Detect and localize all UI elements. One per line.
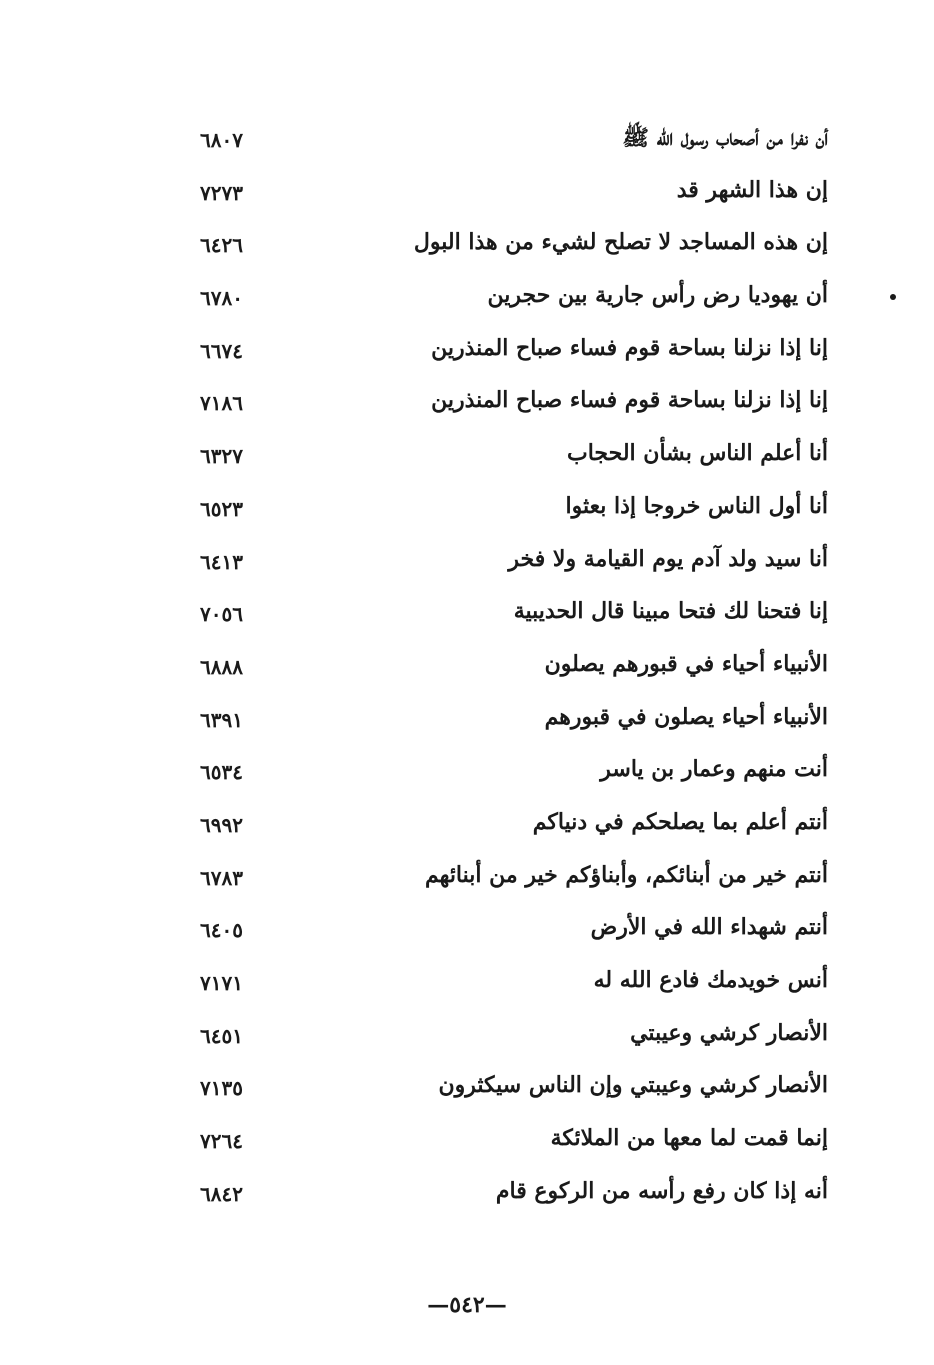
entry-text: أنتم شهداء الله في الأرض [590, 914, 828, 941]
index-entry [0, 698, 934, 751]
index-entry [0, 592, 934, 645]
entry-text: إن هذه المساجد لا تصلح لشيء من هذا البول [413, 229, 828, 256]
entry-text: إنما قمت لما معها من الملائكة [550, 1125, 828, 1152]
hadith-index-list [0, 118, 934, 1224]
entry-text: أن يهوديا رض رأس جارية بين حجرين [487, 282, 828, 309]
index-entry [0, 750, 934, 803]
entry-number: ٧٢٦٤ [200, 1129, 243, 1154]
index-entry [0, 540, 934, 593]
index-entry [0, 223, 934, 276]
entry-text: إنا فتحنا لك فتحا مبينا قال الحديبية [513, 598, 828, 625]
entry-number: ٧٢٧٣ [200, 180, 243, 205]
entry-number: ٦٧٨٠ [200, 286, 243, 311]
entry-number: ٦٤٥١ [200, 1023, 243, 1048]
page-number: —٥٤٢— [427, 1292, 507, 1318]
entry-number: ٦٨٨٨ [200, 654, 243, 679]
entry-number: ٦٨٤٢ [200, 1181, 243, 1206]
entry-text: أنتم خير من أبنائكم، وأبناؤكم خير من أبنائهم [425, 861, 828, 888]
index-entry [0, 487, 934, 540]
index-entry [0, 908, 934, 961]
entry-text: أنت منهم وعمار بن ياسر [600, 756, 828, 783]
entry-number: ٧٠٥٦ [200, 602, 243, 627]
entry-text: أنه إذا كان رفع رأسه من الركوع قام [495, 1177, 828, 1204]
index-entry [0, 645, 934, 698]
entry-number: ٦٥٢٣ [200, 496, 243, 521]
entry-number: ٧١٣٥ [200, 1076, 243, 1101]
entry-number: ٦٤٢٦ [200, 233, 243, 258]
entry-text: إنا إذا نزلنا بساحة قوم فساء صباح المنذرين [431, 334, 828, 361]
entry-text: إنا إذا نزلنا بساحة قوم فساء صباح المنذرين [431, 387, 828, 414]
entry-number: ٧١٧١ [200, 971, 243, 995]
index-entry [0, 1014, 934, 1067]
entry-text: أنا سيد ولد آدم يوم القيامة ولا فخر [508, 545, 828, 572]
entry-text: أنا أول الناس خروجا إذا بعثوا [565, 492, 828, 519]
entry-text: أن نفرا من أصحاب رسول الله ﷺ [622, 125, 828, 151]
entry-number: ٦٤٠٥ [200, 918, 243, 943]
index-entry [0, 118, 934, 171]
entry-text: أنا أعلم الناس بشأن الحجاب [567, 440, 828, 467]
entry-number: ٦٩٩٢ [200, 812, 243, 837]
entry-number: ٦٣٢٧ [200, 444, 243, 469]
entry-number: ٦٣٩١ [200, 707, 243, 732]
index-entry [0, 1119, 934, 1172]
index-entry [0, 856, 934, 909]
index-entry [0, 434, 934, 487]
entry-text: الأنبياء أحياء في قبورهم يصلون [544, 650, 828, 677]
index-entry [0, 1172, 934, 1225]
index-entry [0, 329, 934, 382]
entry-number: ٦٧٨٣ [200, 865, 243, 890]
entry-number: ٦٥٣٤ [200, 760, 243, 785]
entry-text: الأنبياء أحياء يصلون في قبورهم [544, 703, 828, 730]
index-entry [0, 276, 934, 329]
entry-text: أنس خويدمك فادع الله له [593, 967, 828, 993]
entry-text: إن هذا الشهر قد [676, 176, 828, 203]
entry-number: ٦٤١٣ [200, 549, 243, 574]
entry-number: ٧١٨٦ [200, 391, 243, 416]
entry-text: أنتم أعلم بما يصلحكم في دنياكم [532, 808, 828, 835]
index-entry [0, 171, 934, 224]
entry-number: ٦٨٠٧ [200, 128, 243, 152]
entry-number: ٦٦٧٤ [200, 338, 243, 363]
entry-text: الأنصار كرشي وعيبتي وإن الناس سيكثرون [438, 1072, 828, 1099]
index-entry [0, 803, 934, 856]
index-entry [0, 381, 934, 434]
index-entry [0, 1066, 934, 1119]
index-entry [0, 961, 934, 1014]
entry-text: الأنصار كرشي وعيبتي [630, 1019, 828, 1046]
